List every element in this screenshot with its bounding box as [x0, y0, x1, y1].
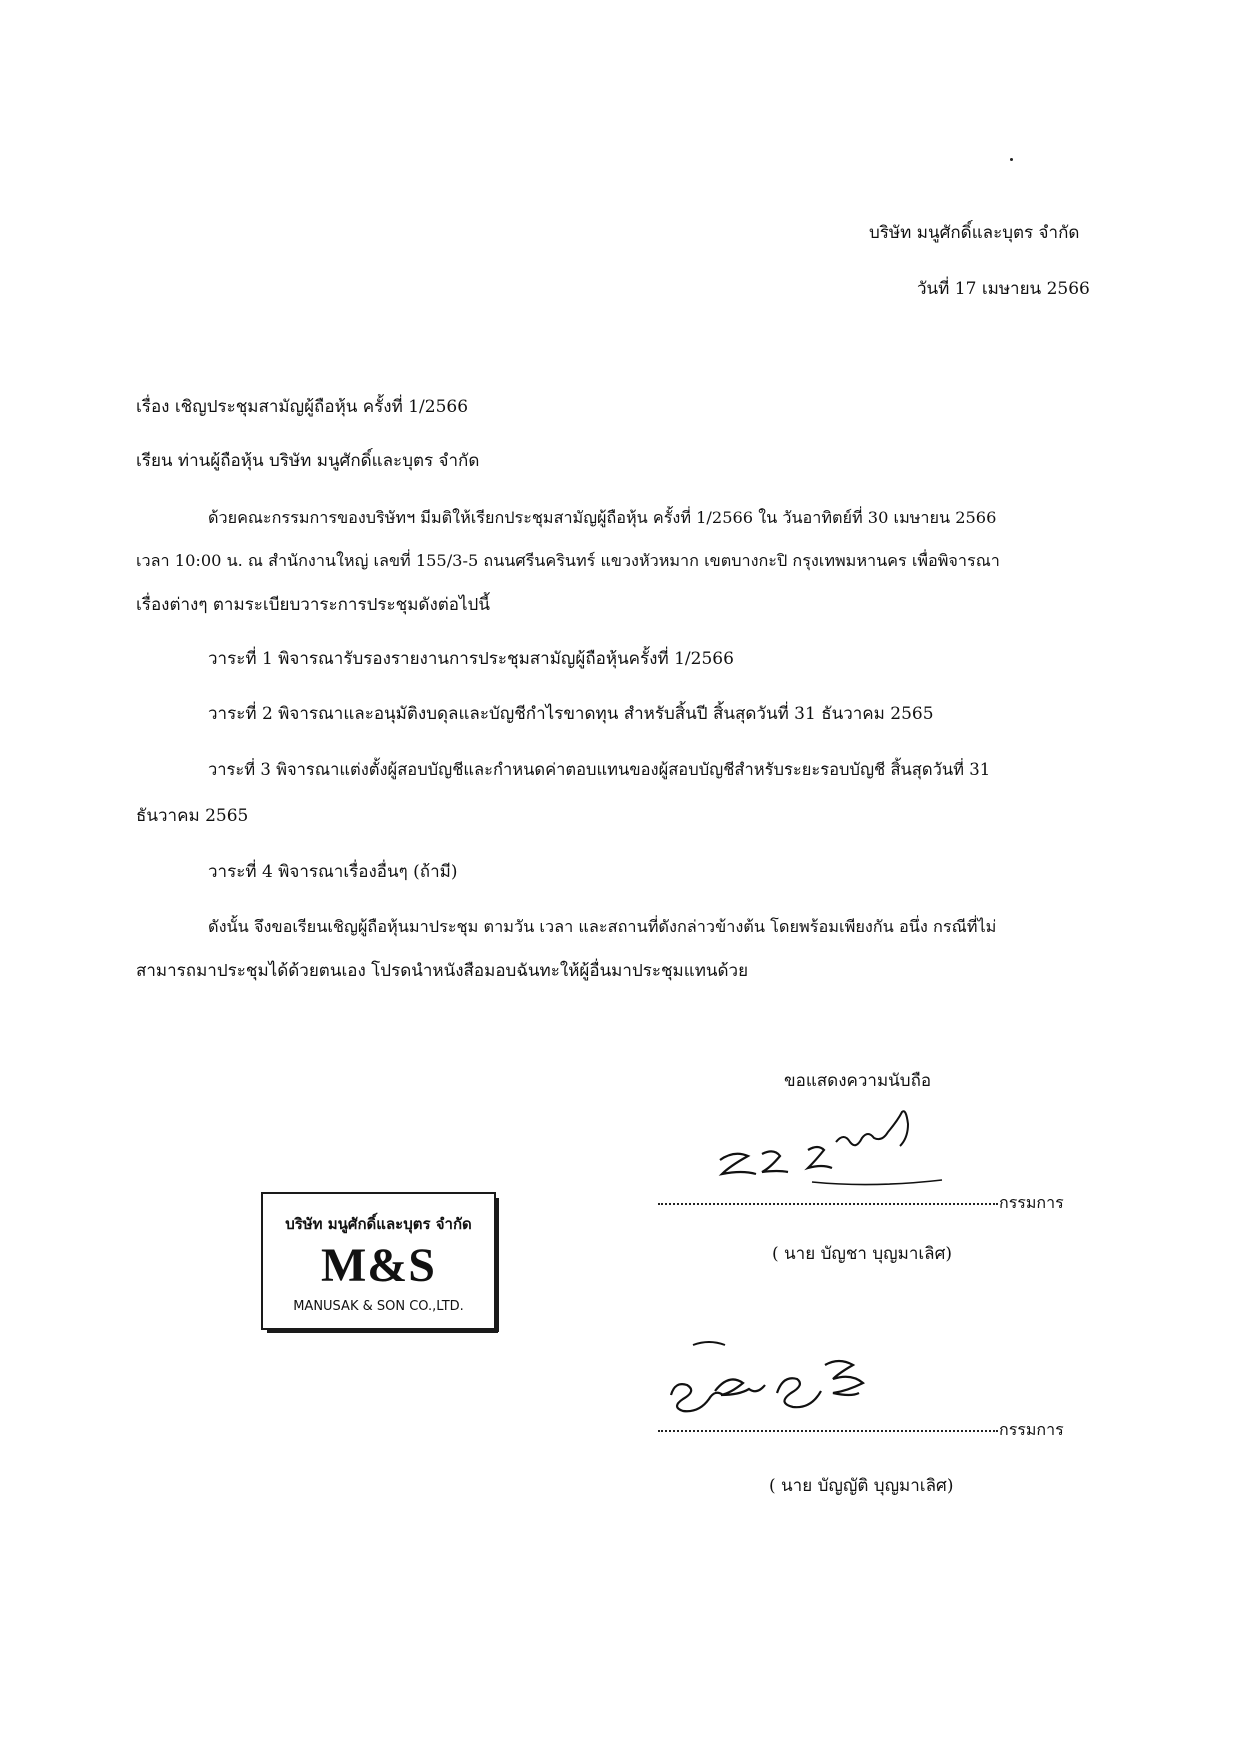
agenda-item-4: วาระที่ 4 พิจารณาเรื่องอื่นๆ (ถ้ามี) [208, 862, 458, 882]
intro-line-1: ด้วยคณะกรรมการของบริษัทฯ มีมติให้เรียกประชุมสามัญผู้ถือหุ้น ครั้งที่ 1/2566 ใน วันอาทิตย์ที่ 30 เมษายน 2566 [208, 508, 997, 527]
signature-2 [665, 1335, 925, 1445]
intro-line-3: เรื่องต่างๆ ตามระเบียบวาระการประชุมดังต่อไปนี้ [136, 595, 490, 615]
agenda-item-3-cont: ธันวาคม 2565 [136, 806, 249, 826]
signatory-1-role: กรรมการ [999, 1193, 1064, 1212]
signature-line-2 [658, 1430, 998, 1432]
signature-line-1 [658, 1203, 998, 1205]
stamp-company-en: MANUSAK & SON CO.,LTD. [293, 1299, 464, 1314]
signatory-1-name: ( นาย บัญชา บุญมาเลิศ) [772, 1244, 953, 1264]
subject-line: เรื่อง เชิญประชุมสามัญผู้ถือหุ้น ครั้งที่ 1/2566 [136, 397, 469, 417]
stamp-shadow-right [496, 1198, 499, 1332]
signatory-2-role: กรรมการ [999, 1420, 1064, 1439]
speck-dot [1010, 158, 1013, 161]
company-name: บริษัท มนูศักดิ์และบุตร จำกัด [869, 223, 1080, 243]
company-stamp [261, 1192, 496, 1330]
agenda-item-1: วาระที่ 1 พิจารณารับรองรายงานการประชุมสามัญผู้ถือหุ้นครั้งที่ 1/2566 [208, 649, 734, 669]
signatory-2-name: ( นาย บัญญัติ บุญมาเลิศ) [769, 1476, 954, 1496]
closing-line-1: ดังนั้น จึงขอเรียนเชิญผู้ถือหุ้นมาประชุม ตามวัน เวลา และสถานที่ดังกล่าวข้างต้น โดยพร้อมเพียงกัน อนึ่ง กรณีที่ไม่ [208, 917, 997, 936]
intro-line-2: เวลา 10:00 น. ณ สำนักงานใหญ่ เลขที่ 155/3-5 ถนนศรีนครินทร์ แขวงหัวหมาก เขตบางกะปิ กรุงเทพมหานคร เพื่อพิจารณา [136, 551, 1000, 570]
agenda-item-2: วาระที่ 2 พิจารณาและอนุมัติงบดุลและบัญชีกำไรขาดทุน สำหรับสิ้นปี สิ้นสุดวันที่ 31 ธันวาคม 2565 [208, 704, 934, 724]
recipient-line: เรียน ท่านผู้ถือหุ้น บริษัท มนูศักดิ์และบุตร จำกัด [136, 451, 480, 471]
stamp-logo: M&S [321, 1239, 436, 1292]
sign-off: ขอแสดงความนับถือ [784, 1071, 932, 1091]
agenda-item-3: วาระที่ 3 พิจารณาแต่งตั้งผู้สอบบัญชีและกำหนดค่าตอบแทนของผู้สอบบัญชีสำหรับระยะรอบบัญชี สิ้นสุดวันที่ 31 [208, 760, 991, 779]
letter-date: วันที่ 17 เมษายน 2566 [917, 279, 1090, 299]
signature-1 [712, 1120, 952, 1200]
closing-line-2: สามารถมาประชุมได้ด้วยตนเอง โปรดนำหนังสือมอบฉันทะให้ผู้อื่นมาประชุมแทนด้วย [136, 961, 749, 981]
stamp-shadow-bottom [267, 1330, 498, 1333]
stamp-company-th: บริษัท มนูศักดิ์และบุตร จำกัด [285, 1215, 472, 1233]
